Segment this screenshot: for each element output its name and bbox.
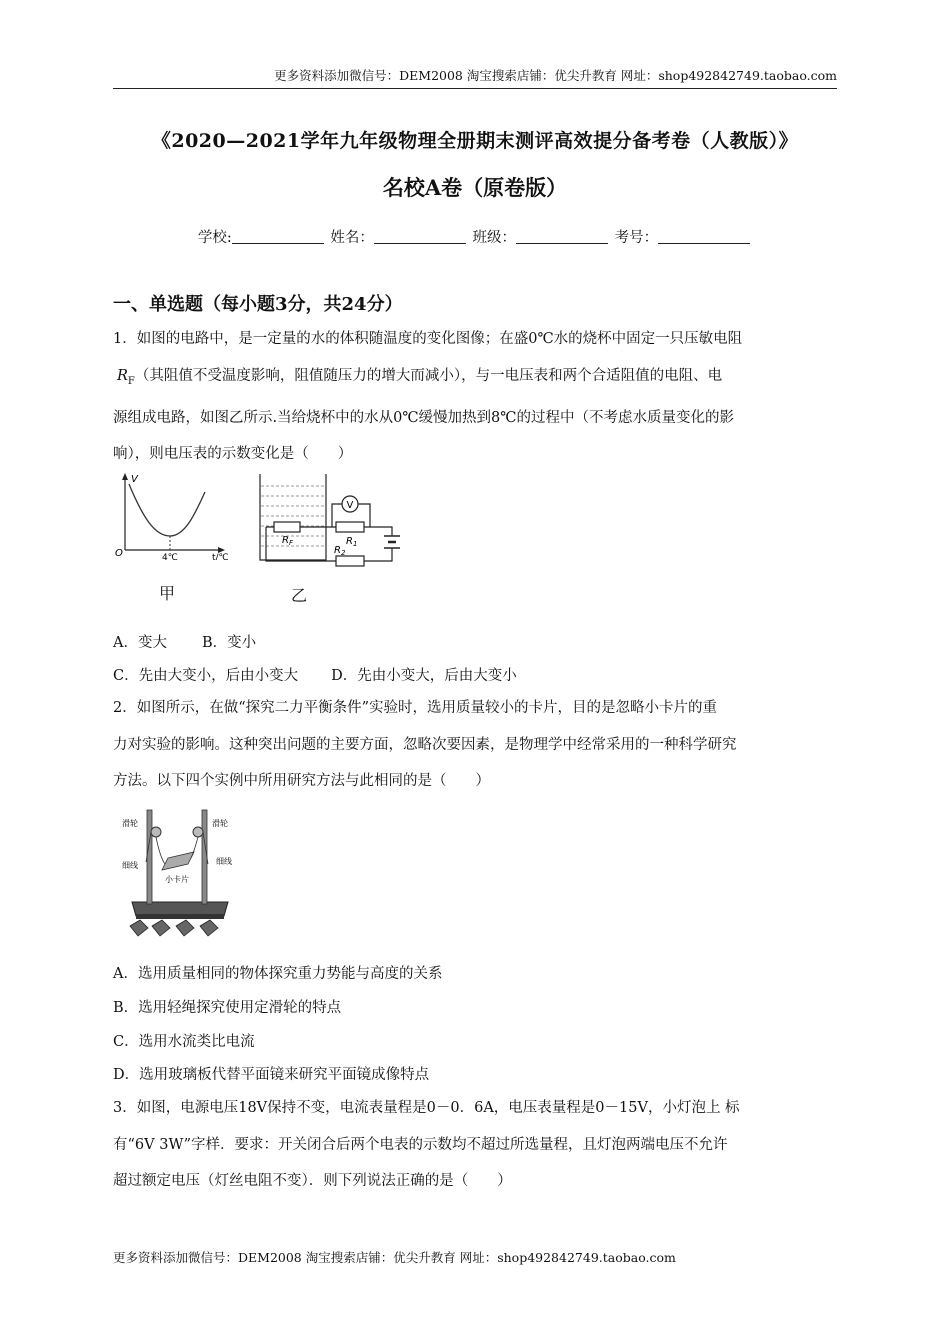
- right-string-label: 细线: [216, 857, 232, 866]
- page-header: 更多资料添加微信号：DEM2008 淘宝搜索店铺：优尖升教育 网址：shop492842749.taobao.com: [274, 68, 837, 83]
- beaker: [260, 474, 326, 560]
- q1-line-3: 源组成电路，如图乙所示.当给烧杯中的水从0℃缓慢加热到8℃的过程中（不考虑水质量变化的影: [113, 409, 734, 426]
- q1-option-d[interactable]: D．先由小变大，后由大变小: [331, 668, 517, 684]
- q1-options-cd: [113, 664, 517, 685]
- q3-line-1: 3．如图，电源电压18V保持不变，电流表量程是0－0．6A，电压表量程是0－15V，小灯泡上 标: [113, 1100, 740, 1116]
- pressure-resistor-rf: [274, 522, 300, 532]
- q1-line-1: 1．如图的电路中，是一定量的水的体积随温度的变化图像；在盛0℃水的烧杯中固定一只压敏电阻: [113, 331, 743, 347]
- v-axis-label: V: [131, 474, 138, 485]
- small-card: [162, 852, 194, 870]
- left-string-label: 细线: [122, 861, 138, 870]
- resistor-r1: [336, 522, 364, 532]
- q3-line-2: 有“6V 3W”字样．要求：开关闭合后两个电表的示数均不超过所选量程，且灯泡两端电压不允许: [113, 1136, 728, 1153]
- q2-line-3: 方法。以下四个实例中所用研究方法与此相同的是（ ）: [113, 773, 490, 789]
- rf-symbol: R: [117, 367, 128, 384]
- right-pulley-icon: [193, 827, 203, 837]
- weight-4: [200, 920, 218, 936]
- left-pulley-icon: [151, 827, 161, 837]
- question-1-stem: [113, 321, 838, 473]
- q1-option-c[interactable]: C．先由大变小，后由小变大: [113, 668, 299, 684]
- weights-row: [130, 920, 218, 936]
- q1-option-a[interactable]: A．变大: [113, 635, 167, 651]
- q2-option-a[interactable]: A．选用质量相同的物体探究重力势能与高度的关系: [113, 966, 443, 982]
- apparatus-base: [132, 902, 228, 916]
- card-label: 小卡片: [165, 875, 189, 884]
- class-label: 班级：: [472, 230, 516, 246]
- number-field[interactable]: [658, 229, 750, 244]
- q2-line-2: 力对实验的影响。这种突出问题的主要方面，忽略次要因素，是物理学中经常采用的一种科学研究: [113, 736, 737, 753]
- figure-a-caption: 甲: [159, 584, 176, 603]
- name-field[interactable]: [374, 229, 466, 244]
- r1-label: [346, 536, 357, 548]
- volume-curve: [129, 484, 205, 536]
- rf-label-sub: F: [288, 539, 293, 547]
- resistor-r2: [336, 556, 364, 566]
- question-2-stem: [113, 690, 838, 800]
- weight-3: [176, 920, 194, 936]
- q2-option-c[interactable]: C．选用水流类比电流: [113, 1034, 255, 1050]
- r2-label-sub: 2: [340, 549, 346, 557]
- weight-1: [130, 920, 148, 936]
- origin-label: O: [115, 548, 123, 559]
- q1-options-ab: [113, 631, 256, 652]
- t-axis-label: t/℃: [212, 553, 229, 560]
- figure-b-caption: 乙: [291, 586, 308, 605]
- rf-subscript: F: [127, 375, 135, 387]
- q1-line-2: [113, 358, 838, 400]
- school-field[interactable]: [232, 229, 324, 244]
- question-3-stem: [113, 1090, 838, 1200]
- q2-option-d[interactable]: D．选用玻璃板代替平面镜来研究平面镜成像特点: [113, 1067, 430, 1083]
- v-axis-arrow-icon: [122, 473, 128, 480]
- rf-label: [282, 535, 294, 547]
- name-label: 姓名：: [330, 230, 374, 246]
- right-pulley-label: 滑轮: [212, 819, 228, 828]
- class-field[interactable]: [516, 229, 608, 244]
- rf-label-main: R: [282, 535, 289, 546]
- r2-label-main: R: [334, 545, 341, 556]
- beaker-circuit-diagram: [252, 472, 412, 572]
- r1-label-main: R: [346, 536, 353, 547]
- q1-option-b[interactable]: B．变小: [201, 635, 257, 651]
- page-footer: 更多资料添加微信号：DEM2008 淘宝搜索店铺：优尖升教育 网址：shop492842749.taobao.com: [113, 1250, 676, 1265]
- q2-line-1: 2．如图所示，在做“探究二力平衡条件”实验时，选用质量较小的卡片，目的是忽略小卡片的重: [113, 700, 718, 716]
- exam-subtitle: 名校A卷（原卷版）: [382, 175, 568, 200]
- weight-2: [152, 920, 170, 936]
- r1-label-sub: 1: [352, 540, 358, 548]
- header-divider: [113, 88, 837, 89]
- section-heading: 一、单选题（每小题3分，共24分）: [113, 294, 403, 315]
- pulley-card-apparatus: [120, 802, 240, 942]
- q2-option-b[interactable]: B．选用轻绳探究使用定滑轮的特点: [113, 1000, 342, 1016]
- left-stand: [147, 810, 152, 904]
- exam-title: 《2020—2021学年九年级物理全册期末测评高效提分备考卷（人教版）》: [151, 130, 799, 152]
- student-info-row: [0, 226, 950, 247]
- r2-label: [334, 545, 346, 557]
- q3-line-3: 超过额定电压（灯丝电阻不变）．则下列说法正确的是（ ）: [113, 1173, 512, 1189]
- volume-temperature-graph: [113, 470, 238, 560]
- base-edge: [136, 914, 224, 919]
- left-pulley-label: 滑轮: [122, 819, 138, 828]
- voltmeter-label: V: [346, 500, 354, 511]
- right-stand: [202, 810, 207, 904]
- q1-line-4: 响），则电压表的示数变化是（ ）: [113, 446, 353, 463]
- min-tick-label: 4℃: [162, 553, 178, 560]
- number-label: 考号：: [614, 230, 659, 246]
- school-label: 学校:: [197, 230, 232, 246]
- q1-line-2-text: （其阻值不受温度影响，阻值随压力的增大而减小），与一电压表和两个合适阻值的电阻、电: [134, 367, 723, 384]
